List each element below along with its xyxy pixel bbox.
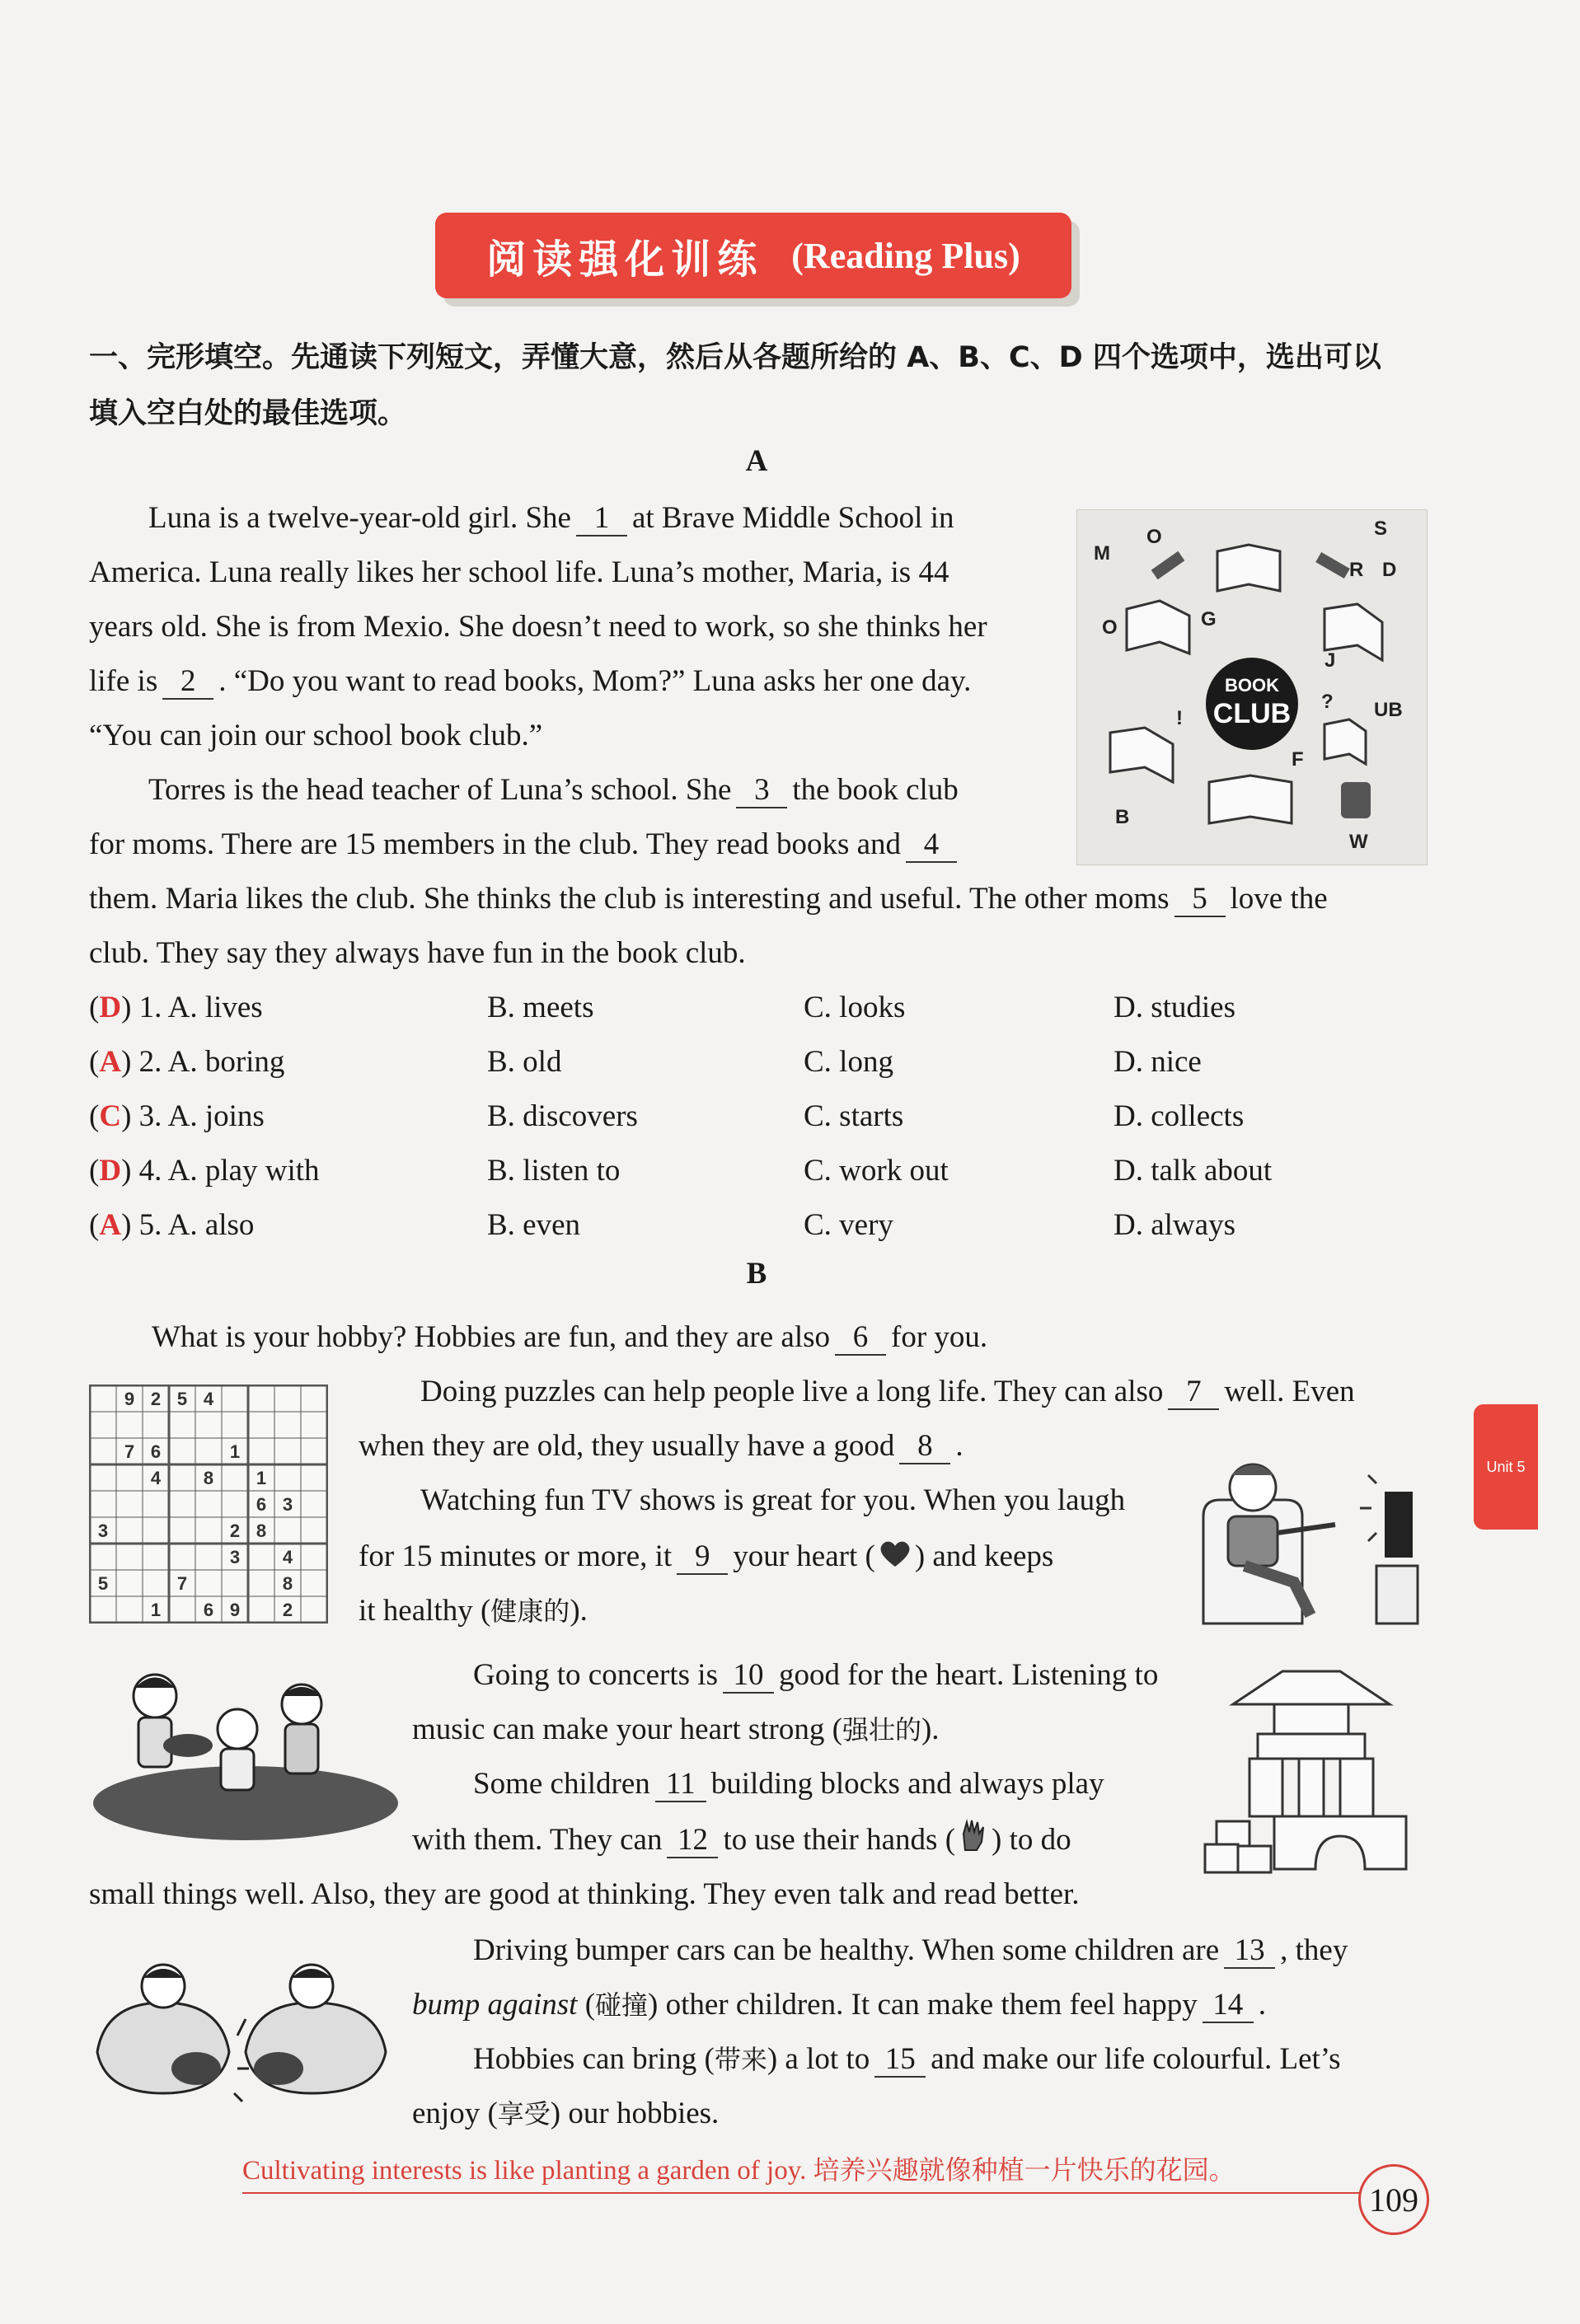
instructions — [89, 330, 1490, 442]
sudoku-digit: 1 — [150, 1600, 162, 1620]
sudoku-digit: 6 — [150, 1441, 162, 1462]
building-blocks-illustration — [1200, 1663, 1426, 1877]
book-word: BOOK — [1225, 675, 1279, 696]
tv-watching-illustration — [1195, 1450, 1426, 1632]
text: . — [1258, 1988, 1267, 2022]
passage-b-line — [473, 1923, 1348, 1978]
title-chinese: 阅读强化训练 — [486, 236, 764, 283]
question-number: (A) 2. A. boring — [89, 1045, 285, 1079]
text: ) to do — [992, 1823, 1071, 1857]
blank-3: 3 — [736, 774, 787, 808]
option-b: B. even — [487, 1208, 581, 1242]
option-b: B. discovers — [487, 1099, 638, 1133]
svg-text:J: J — [1324, 649, 1336, 672]
blank-6: 6 — [835, 1321, 886, 1356]
text: 2. — [138, 1045, 162, 1079]
chinese-gloss: 碰撞 — [595, 1989, 649, 2021]
text: 5. — [138, 1208, 162, 1242]
sudoku-digit: 4 — [203, 1389, 214, 1409]
page-number: 109 — [1358, 2164, 1429, 2235]
passage-b-line — [152, 1310, 987, 1365]
question-number: (D) 4. A. play with — [89, 1154, 320, 1188]
blank-13: 13 — [1224, 1934, 1275, 1969]
question-number: (C) 3. A. joins — [89, 1099, 265, 1133]
text: building blocks and always play — [710, 1767, 1104, 1801]
sudoku-digit: 7 — [124, 1441, 135, 1462]
option-b: B. meets — [487, 991, 594, 1024]
sudoku-grid-icon — [89, 1385, 328, 1624]
sudoku-digit: 6 — [203, 1600, 214, 1620]
svg-text:UB: UB — [1374, 699, 1403, 721]
text: it healthy ( — [359, 1594, 491, 1628]
heart-icon — [879, 1532, 912, 1586]
sudoku-digit: 2 — [150, 1389, 162, 1409]
sudoku-illustration — [89, 1385, 328, 1624]
option-c: C. very — [804, 1208, 893, 1242]
text: Hobbies can bring ( — [473, 2042, 715, 2076]
section-a-label: A — [745, 444, 768, 478]
text: Some children — [473, 1767, 650, 1801]
text: for 15 minutes or more, it — [359, 1539, 673, 1573]
passage-b-line — [473, 1648, 1158, 1703]
text: with them. They can — [412, 1823, 663, 1857]
text: other children. It can make them feel happy — [665, 1988, 1198, 2022]
option-d: D. always — [1114, 1208, 1235, 1242]
text: love the — [1230, 882, 1328, 916]
sudoku-digit: 2 — [282, 1600, 293, 1620]
sudoku-digit: 4 — [282, 1547, 293, 1567]
svg-text:O: O — [1146, 526, 1162, 548]
text: ) — [648, 1988, 659, 2022]
blank-10: 10 — [723, 1659, 774, 1694]
sudoku-digit: 5 — [176, 1389, 188, 1409]
sudoku-digit: 1 — [229, 1441, 241, 1462]
text: for you. — [891, 1320, 988, 1354]
text: good for the heart. Listening to — [778, 1658, 1159, 1692]
blank-9: 9 — [677, 1540, 728, 1575]
sudoku-digit: 8 — [256, 1520, 267, 1541]
sudoku-digit: 3 — [229, 1547, 241, 1567]
bumper-cars-illustration — [89, 1937, 394, 2110]
svg-text:M: M — [1094, 542, 1110, 565]
club-word: CLUB — [1212, 698, 1292, 729]
passage-b-line — [420, 1365, 1355, 1419]
blank-15: 15 — [874, 2043, 926, 2078]
sudoku-digit: 1 — [256, 1468, 267, 1488]
option-b: B. listen to — [487, 1154, 621, 1188]
svg-text:B: B — [1115, 806, 1130, 828]
instruction-line-2: 填入空白处的最佳选项。 — [89, 397, 407, 430]
option-a: A. joins — [167, 1099, 265, 1133]
passage-a-line — [89, 491, 1062, 546]
text: enjoy ( — [412, 2097, 498, 2130]
passage-b-line — [412, 1703, 940, 1757]
passage-a-line: America. Luna really likes her school life. Luna’s mother, Maria, is 44 — [89, 555, 949, 589]
text: Doing puzzles can help people live a long life. They can also — [420, 1375, 1164, 1408]
text: 4. — [138, 1154, 162, 1188]
svg-text:D: D — [1382, 559, 1397, 581]
text: ) a lot to — [767, 2042, 870, 2076]
blank-12: 12 — [667, 1824, 718, 1858]
chinese-gloss: 强壮的 — [842, 1714, 921, 1745]
passage-b-line — [412, 1813, 1071, 1870]
sudoku-digit: 3 — [97, 1520, 109, 1541]
text: ) and keeps — [914, 1539, 1054, 1573]
passage-a-line: “You can join our school book club.” — [89, 719, 543, 752]
question-number: (D) 1. A. lives — [89, 991, 263, 1024]
blank-7: 7 — [1168, 1375, 1219, 1410]
text: Luna is a twelve-year-old girl. She — [148, 501, 571, 535]
text: ) our hobbies. — [550, 2097, 720, 2130]
option-d: D. nice — [1114, 1045, 1202, 1079]
blank-11: 11 — [655, 1768, 706, 1802]
text: Driving bumper cars can be healthy. When some children are — [473, 1933, 1220, 1967]
footer-english: Cultivating interests is like planting a garden of joy. — [242, 2156, 807, 2186]
passage-b-line: small things well. Also, they are good at thinking. They even talk and read better. — [89, 1877, 1080, 1911]
text: the book club — [792, 773, 959, 807]
sudoku-digit: 9 — [229, 1600, 241, 1620]
svg-text:R: R — [1349, 559, 1364, 581]
text: 1. — [138, 991, 162, 1024]
concert-illustration — [89, 1663, 402, 1844]
sudoku-digit: 3 — [282, 1494, 293, 1515]
text: ( — [584, 1988, 596, 2022]
question-row — [89, 1144, 1408, 1198]
bumper-cars-icon — [89, 1937, 394, 2110]
text: your heart ( — [733, 1539, 875, 1573]
question-row — [89, 981, 1408, 1035]
footer-chinese: 培养兴趣就像种植一片快乐的花园。 — [813, 2154, 1235, 2186]
svg-text:!: ! — [1176, 707, 1183, 729]
section-title-banner — [435, 213, 1071, 298]
svg-text:F: F — [1292, 748, 1304, 771]
text: What is your hobby? Hobbies are fun, and they are also — [152, 1320, 830, 1354]
text: at Brave Middle School in — [631, 501, 954, 535]
text: , they — [1280, 1933, 1348, 1967]
blank-1: 1 — [576, 502, 627, 536]
hand-icon — [959, 1816, 988, 1870]
text: when they are old, they usually have a good — [359, 1429, 895, 1463]
sudoku-digit: 4 — [150, 1468, 162, 1488]
option-c: C. work out — [804, 1154, 949, 1188]
option-b: B. old — [487, 1045, 562, 1079]
question-row — [89, 1035, 1408, 1089]
chinese-gloss: 享受 — [497, 2098, 551, 2130]
blank-8: 8 — [899, 1430, 950, 1464]
option-c: C. starts — [804, 1099, 904, 1133]
passage-a-line — [89, 763, 1062, 818]
book-club-icon — [1077, 510, 1427, 864]
section-b-label: B — [746, 1257, 767, 1291]
text: well. Even — [1224, 1375, 1355, 1408]
blank-5: 5 — [1174, 883, 1226, 917]
passage-b-line — [412, 2087, 719, 2141]
question-row — [89, 1198, 1408, 1253]
answer-key: D — [99, 991, 122, 1024]
text: music can make your heart strong ( — [412, 1713, 842, 1746]
text: them. Maria likes the club. She thinks the club is interesting and useful. The other moms — [89, 882, 1170, 916]
options-a — [89, 981, 1408, 1253]
passage-b-line — [473, 1757, 1104, 1811]
unit-label: Unit 5 — [1486, 1458, 1526, 1475]
passage-a — [89, 491, 1062, 872]
option-a: A. play with — [167, 1154, 320, 1188]
instruction-line-1: 一、完形填空。先通读下列短文，弄懂大意，然后从各题所给的 A、B、C、D 四个选项中，选出可以 — [89, 341, 1381, 374]
svg-text:O: O — [1102, 616, 1118, 639]
option-a: A. also — [167, 1208, 255, 1242]
blank-4: 4 — [906, 828, 957, 863]
blank-2: 2 — [162, 665, 213, 700]
answer-key: A — [99, 1208, 122, 1242]
text: . — [955, 1429, 963, 1463]
text: 3. — [138, 1099, 162, 1133]
text: Torres is the head teacher of Luna’s school. She — [148, 773, 732, 807]
footer-rule — [242, 2192, 1376, 2194]
text: ). — [570, 1594, 588, 1628]
footer-motto — [242, 2149, 1314, 2187]
passage-b-line — [359, 1530, 1053, 1586]
passage-a-line — [89, 654, 1062, 709]
chinese-gloss: 健康的 — [490, 1595, 570, 1627]
question-row — [89, 1089, 1408, 1144]
option-d: D. collects — [1114, 1099, 1245, 1133]
passage-a-line — [89, 872, 1328, 926]
text: life is — [89, 664, 158, 698]
passage-b-line: Watching fun TV shows is great for you. When you laugh — [420, 1483, 1126, 1517]
italic-phrase: bump against — [412, 1988, 578, 2022]
question-number: (A) 5. A. also — [89, 1208, 255, 1242]
sudoku-digit: 2 — [229, 1520, 241, 1541]
text: and make our life colourful. Let’s — [931, 2042, 1341, 2076]
person-tv-icon — [1195, 1450, 1426, 1632]
text: Going to concerts is — [473, 1658, 718, 1692]
passage-b-line — [359, 1584, 588, 1638]
passage-b-line — [359, 1419, 963, 1474]
sudoku-digit: 5 — [97, 1573, 109, 1594]
sudoku-digit: 6 — [256, 1494, 267, 1515]
option-d: D. studies — [1114, 991, 1235, 1024]
passage-a-line: years old. She is from Mexio. She doesn’t need to work, so she thinks her — [89, 610, 987, 644]
passage-a-line: club. They say they always have fun in the book club. — [89, 936, 746, 970]
option-a: A. boring — [167, 1045, 285, 1079]
answer-key: A — [99, 1045, 122, 1079]
text: to use their hands ( — [723, 1823, 956, 1857]
svg-text:W: W — [1349, 831, 1368, 853]
sudoku-digit: 8 — [203, 1468, 214, 1488]
blank-14: 14 — [1203, 1989, 1254, 2023]
book-club-illustration — [1076, 509, 1428, 865]
text: for moms. There are 15 members in the club. They read books and — [89, 827, 902, 861]
passage-a-line — [89, 818, 1062, 872]
option-a: A. lives — [167, 991, 263, 1024]
option-c: C. long — [804, 1045, 893, 1079]
svg-text:G: G — [1201, 608, 1217, 630]
text: . “Do you want to read books, Mom?” Luna asks her one day. — [218, 664, 972, 698]
svg-text:?: ? — [1321, 691, 1334, 713]
text: ). — [921, 1713, 940, 1746]
title-english: (Reading Plus) — [791, 235, 1020, 276]
sudoku-digit: 8 — [282, 1573, 293, 1594]
svg-text:S: S — [1374, 518, 1388, 540]
blocks-castle-icon — [1200, 1663, 1426, 1877]
sudoku-digit: 7 — [176, 1573, 188, 1594]
passage-b-line — [412, 1978, 1266, 2032]
chinese-gloss: 带来 — [714, 2044, 767, 2075]
sudoku-digit: 9 — [124, 1389, 135, 1409]
passage-b-line — [473, 2032, 1340, 2087]
option-c: C. looks — [804, 991, 906, 1024]
option-d: D. talk about — [1114, 1154, 1273, 1188]
answer-key: C — [99, 1099, 122, 1133]
concert-kids-icon — [89, 1663, 402, 1844]
answer-key: D — [99, 1154, 122, 1188]
unit-side-tab — [1474, 1404, 1538, 1530]
